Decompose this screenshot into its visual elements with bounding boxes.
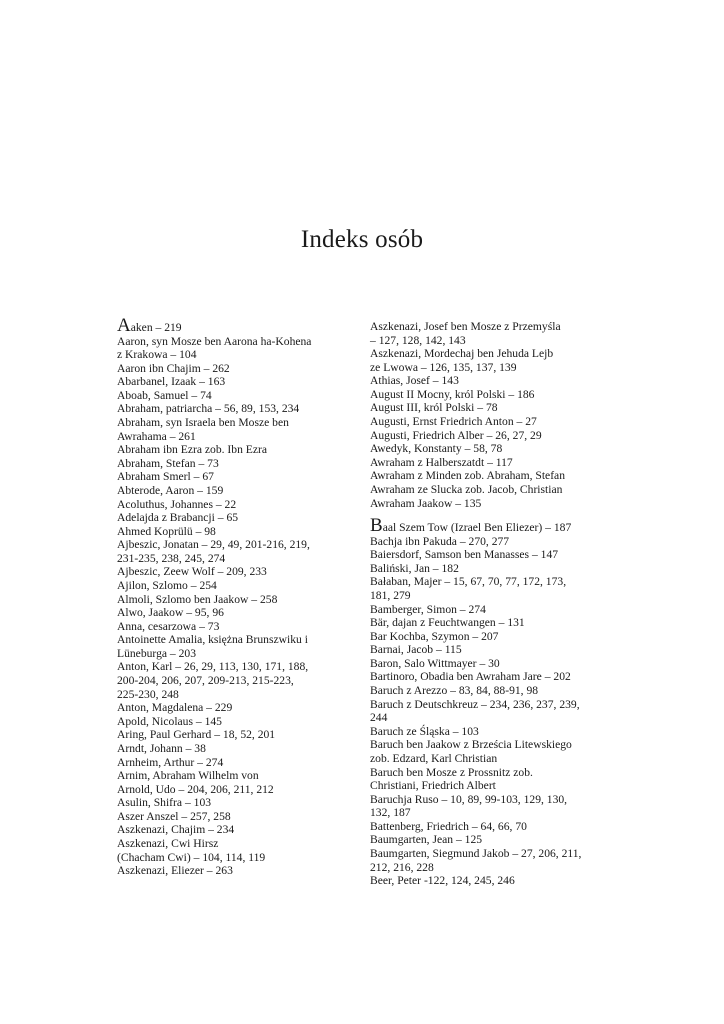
index-entry — [117, 470, 362, 484]
index-entry — [370, 603, 615, 617]
index-entry-line: Abraham Smerl – 67 — [117, 470, 214, 484]
index-entry-line: Abterode, Aaron – 159 — [117, 483, 224, 497]
index-entry — [117, 416, 362, 443]
index-entry — [370, 415, 615, 429]
index-entry-line: Bałaban, Majer – 15, 67, 70, 77, 172, 173, — [370, 575, 567, 589]
index-entry — [370, 575, 615, 602]
index-entry — [370, 766, 615, 793]
index-entry — [370, 725, 615, 739]
index-entry — [117, 402, 362, 416]
index-entry-line: Baal Szem Tow (Izrael Ben Eliezer) – 187 — [370, 515, 572, 537]
index-entry — [117, 457, 362, 471]
index-entry — [370, 616, 615, 630]
index-entry-line: Aszer Anszel – 257, 258 — [117, 809, 231, 823]
index-entry — [370, 833, 615, 847]
index-column-right — [370, 320, 615, 888]
index-entry-line: Arnim, Abraham Wilhelm von — [117, 769, 259, 783]
index-entry-line: 200-204, 206, 207, 209-213, 215-223, — [117, 674, 294, 688]
index-entry-line: Beer, Peter -122, 124, 245, 246 — [370, 874, 515, 888]
index-entry-line: Bartinoro, Obadia ben Awraham Jare – 202 — [370, 670, 571, 684]
index-entry — [370, 874, 615, 888]
index-entry-line: August II Mocny, król Polski – 186 — [370, 387, 535, 401]
index-entry — [370, 347, 615, 374]
index-entry-line: Antoinette Amalia, księżna Brunszwiku i — [117, 633, 308, 647]
index-entry — [117, 783, 362, 797]
index-entry — [117, 362, 362, 376]
index-entry-line: Arndt, Johann – 38 — [117, 741, 206, 755]
index-entry — [117, 593, 362, 607]
index-entry-line: Baruchja Ruso – 10, 89, 99-103, 129, 130, — [370, 792, 568, 806]
index-entry-line: 231-235, 238, 245, 274 — [117, 551, 226, 565]
index-entry — [117, 498, 362, 512]
index-entry-line: Awraham Jaakow – 135 — [370, 496, 482, 510]
index-entry-line: (Chacham Cwi) – 104, 114, 119 — [117, 850, 266, 864]
index-entry — [117, 315, 362, 336]
index-entry-line: Apold, Nicolaus – 145 — [117, 714, 222, 728]
index-entry-line: Alwo, Jaakow – 95, 96 — [117, 606, 224, 620]
index-entry-line: Baruch ben Jaakow z Brześcia Litewskiego — [370, 738, 572, 752]
index-entry — [117, 443, 362, 457]
index-entry-line: z Krakowa – 104 — [117, 348, 197, 362]
index-entry — [370, 456, 615, 470]
index-entry — [117, 525, 362, 539]
index-entry — [117, 742, 362, 756]
index-entry-line: Baiersdorf, Samson ben Manasses – 147 — [370, 548, 559, 562]
index-entry — [370, 374, 615, 388]
index-entry-line: Awrahama – 261 — [117, 429, 196, 443]
index-entry — [117, 796, 362, 810]
index-entry — [370, 738, 615, 765]
index-entry — [117, 837, 362, 864]
index-entry — [117, 660, 362, 701]
index-entry-line: Bar Kochba, Szymon – 207 — [370, 629, 499, 643]
index-entry-line: Bär, dajan z Feuchtwangen – 131 — [370, 616, 525, 630]
index-entry-line: Aszkenazi, Mordechaj ben Jehuda Lejb — [370, 347, 554, 361]
index-entry — [117, 728, 362, 742]
index-entry-line: Aszkenazi, Cwi Hirsz — [117, 836, 219, 850]
index-entry-line: Athias, Josef – 143 — [370, 374, 459, 388]
index-entry — [117, 511, 362, 525]
index-entry-line: Ajbeszic, Jonatan – 29, 49, 201-216, 219, — [117, 538, 310, 552]
index-entry — [117, 810, 362, 824]
index-entry — [370, 497, 615, 511]
index-entry-line: Aaron, syn Mosze ben Aarona ha-Kohena — [117, 334, 312, 348]
index-entry-line: 225-230, 248 — [117, 687, 179, 701]
index-entry — [117, 620, 362, 634]
index-entry-line: Adelajda z Brabancji – 65 — [117, 511, 239, 525]
index-entry-line: Arnheim, Arthur – 274 — [117, 755, 224, 769]
index-entry — [370, 388, 615, 402]
index-entry — [370, 320, 615, 347]
index-entry-line: Baruch z Arezzo – 83, 84, 88-91, 98 — [370, 684, 539, 698]
page-title: Indeks osób — [300, 226, 424, 253]
index-entry-line: Baron, Salo Wittmayer – 30 — [370, 656, 500, 670]
index-entry-line: Ajbeszic, Zeew Wolf – 209, 233 — [117, 565, 267, 579]
index-entry-line: Ahmed Koprülü – 98 — [117, 524, 216, 538]
index-entry — [117, 579, 362, 593]
index-entry-line: 212, 216, 228 — [370, 860, 434, 874]
index-entry — [370, 469, 615, 483]
index-entry-line: Christiani, Friedrich Albert — [370, 779, 496, 793]
index-entry-line: zob. Edzard, Karl Christian — [370, 751, 498, 765]
index-entry — [370, 630, 615, 644]
index-entry-line: Awedyk, Konstanty – 58, 78 — [370, 442, 503, 456]
index-entry — [370, 548, 615, 562]
index-entry-line: Baruch ben Mosze z Prossnitz zob. — [370, 765, 533, 779]
index-entry-line: Bamberger, Simon – 274 — [370, 602, 486, 616]
index-entry-line: Augusti, Friedrich Alber – 26, 27, 29 — [370, 428, 542, 442]
index-entry-line: Baliński, Jan – 182 — [370, 561, 459, 575]
index-entry — [370, 535, 615, 549]
index-entry-line: Asulin, Shifra – 103 — [117, 796, 212, 810]
index-entry — [370, 793, 615, 820]
index-entry — [370, 429, 615, 443]
index-entry-line: Abraham ibn Ezra zob. Ibn Ezra — [117, 443, 268, 457]
index-entry-line: August III, król Polski – 78 — [370, 401, 498, 415]
index-entry-line: Awraham z Minden zob. Abraham, Stefan — [370, 469, 566, 483]
index-entry — [117, 375, 362, 389]
index-entry-line: Awraham z Halberszatdt – 117 — [370, 455, 513, 469]
index-entry-line: Augusti, Ernst Friedrich Anton – 27 — [370, 415, 537, 429]
index-entry — [117, 769, 362, 783]
index-entry-line: Aaken – 219 — [117, 315, 182, 336]
index-column-left — [117, 315, 362, 878]
index-entry-line: Anton, Karl – 26, 29, 113, 130, 171, 188, — [117, 660, 309, 674]
index-entry — [370, 847, 615, 874]
index-entry — [370, 515, 615, 537]
index-entry — [117, 701, 362, 715]
index-entry-line: Aszkenazi, Chajim – 234 — [117, 823, 235, 837]
index-entry — [117, 606, 362, 620]
index-entry-line: Barnai, Jacob – 115 — [370, 643, 462, 657]
index-entry-line: Abraham, syn Israela ben Mosze ben — [117, 416, 289, 430]
index-entry-line: 244 — [370, 711, 388, 725]
index-entry-line: Aring, Paul Gerhard – 18, 52, 201 — [117, 728, 276, 742]
index-entry-line: Abarbanel, Izaak – 163 — [117, 375, 226, 389]
index-entry-line: Baruch ze Śląska – 103 — [370, 724, 479, 738]
index-entry — [370, 684, 615, 698]
index-entry — [370, 562, 615, 576]
index-entry — [370, 657, 615, 671]
index-entry — [117, 484, 362, 498]
index-entry-line: Bachja ibn Pakuda – 270, 277 — [370, 534, 510, 548]
index-entry-line: Aaron ibn Chajim – 262 — [117, 361, 230, 375]
index-entry-line: Aszkenazi, Eliezer – 263 — [117, 864, 233, 878]
index-entry — [117, 538, 362, 565]
index-entry-line: Aszkenazi, Josef ben Mosze z Przemyśla — [370, 320, 561, 333]
index-entry-line: – 127, 128, 142, 143 — [370, 333, 466, 347]
index-entry — [117, 756, 362, 770]
index-entry-line: Baruch z Deutschkreuz – 234, 236, 237, 239, — [370, 697, 580, 711]
index-entry-line: Battenberg, Friedrich – 64, 66, 70 — [370, 819, 527, 833]
index-entry-line: ze Lwowa – 126, 135, 137, 139 — [370, 360, 517, 374]
index-entry-line: Anna, cesarzowa – 73 — [117, 619, 220, 633]
index-entry-line: 132, 187 — [370, 806, 411, 820]
index-entry-line: Abraham, patriarcha – 56, 89, 153, 234 — [117, 402, 300, 416]
index-entry-line: Almoli, Szlomo ben Jaakow – 258 — [117, 592, 278, 606]
index-entry — [370, 483, 615, 497]
index-entry — [117, 823, 362, 837]
index-entry-line: Ajilon, Szlomo – 254 — [117, 578, 217, 592]
index-entry-line: 181, 279 — [370, 588, 411, 602]
index-entry — [370, 442, 615, 456]
index-entry — [370, 401, 615, 415]
index-entry — [370, 643, 615, 657]
index-entry — [117, 389, 362, 403]
index-entry — [117, 565, 362, 579]
index-entry — [370, 698, 615, 725]
index-entry-line: Awraham ze Slucka zob. Jacob, Christian — [370, 482, 563, 496]
index-entry — [117, 864, 362, 878]
index-entry-line: Aboab, Samuel – 74 — [117, 388, 212, 402]
letter-group-gap — [370, 510, 615, 520]
index-entry-line: Baumgarten, Siegmund Jakob – 27, 206, 211, — [370, 846, 582, 860]
index-entry-line: Acoluthus, Johannes – 22 — [117, 497, 237, 511]
index-entry-line: Abraham, Stefan – 73 — [117, 456, 219, 470]
index-entry — [370, 670, 615, 684]
index-entry-line: Baumgarten, Jean – 125 — [370, 833, 483, 847]
index-entry-line: Lüneburga – 203 — [117, 646, 196, 660]
index-entry-line: Anton, Magdalena – 229 — [117, 701, 233, 715]
index-entry-line: Arnold, Udo – 204, 206, 211, 212 — [117, 782, 274, 796]
index-entry — [117, 715, 362, 729]
index-entry — [117, 633, 362, 660]
index-entry — [117, 335, 362, 362]
index-entry — [370, 820, 615, 834]
